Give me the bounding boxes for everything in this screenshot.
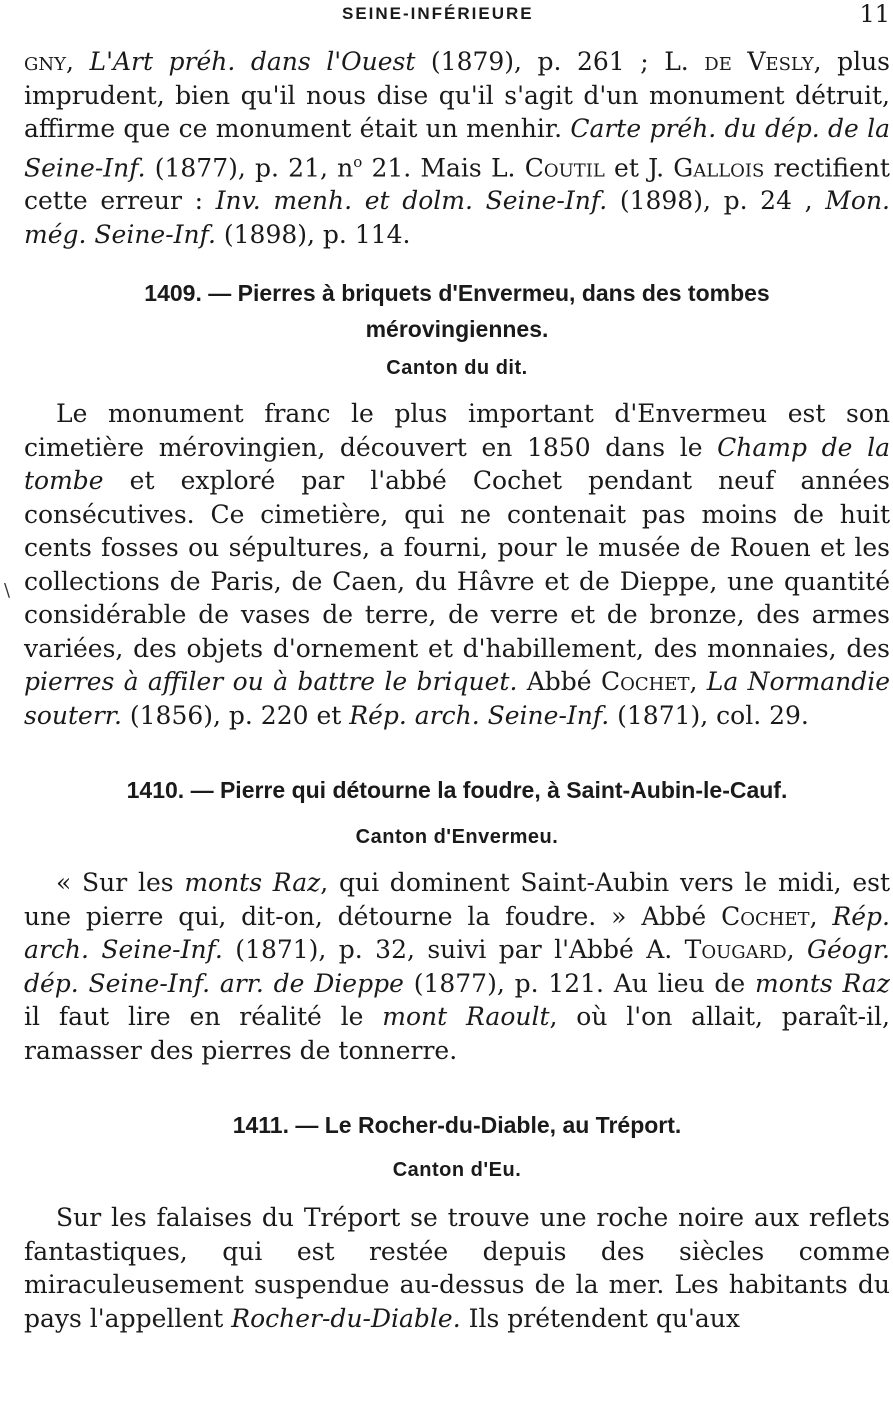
carryover-paragraph: gny, L'Art préh. dans l'Ouest (1879), p. 261 ; L. de Vesly, plus imprudent, bien qu'il nous dise qu'il s'agit d'un monument détruit, affirme que ce monument était un menhir. Carte préh. du dép. de la Seine-Inf. (1877), p. 21, $n^o$ 21. Mais L. Coutil et J. Gallois rectifient cette erreur : Inv. menh. et dolm. Seine-Inf. (1898), p. 24 , Mon. még. Seine-Inf. (1898), p. 114.: [24, 47, 890, 249]
page-number: 11: [859, 0, 890, 28]
margin-mark: \: [4, 580, 11, 601]
page: [24, 0, 890, 1335]
running-head-title: SEINE-INFÉRIEURE: [342, 4, 534, 23]
canton-1411: Canton d'Eu.: [392, 1159, 522, 1182]
entry-body-1410: « Sur les monts Raz, qui dominent Saint-Aubin vers le midi, est une pierre qui, dit-on, détourne la foudre. » Abbé Cochet, Rép. arch. Seine-Inf. (1871), p. 32, suivi par l'Abbé A. Tougard, Géogr. dép. Seine-Inf. arr. de Dieppe (1877), p. 121. Au lieu de monts Raz il faut lire en réalité le mont Raoult, où l'on allait, paraît-il, ramasser des pierres de tonnerre.: [24, 868, 890, 1065]
entry-body-1411: Sur les falaises du Tréport se trouve une roche noire aux reflets fantastiques, qui est restée depuis des siècles comme miraculeusement suspendue au-dessus de la mer. Les habitants du pays l'appellent Rocher-du-Diable. Ils prétendent qu'aux: [24, 1203, 890, 1333]
entry-heading-1411: 1411. — Le Rocher-du-Diable, au Tréport.: [232, 1112, 682, 1139]
entry-heading-1410: 1410. — Pierre qui détourne la foudre, à Saint-Aubin-le-Cauf.: [126, 777, 788, 804]
running-head: [24, 0, 890, 30]
canton-1409: Canton du dit.: [386, 357, 528, 380]
canton-1410: Canton d'Envermeu.: [355, 826, 559, 849]
entry-body-1409: Le monument franc le plus important d'Envermeu est son cimetière mérovingien, découvert en 1850 dans le Champ de la tombe et exploré par l'abbé Cochet pendant neuf années consécutives. Ce cimetière, qui ne contenait pas moins de huit cents fosses ou sépultures, a fourni, pour le musée de Rouen et les collections de Paris, de Caen, du Hâvre et de Dieppe, une quantité considérable de vases de terre, de verre et de bronze, des armes variées, des objets d'ornement et d'habillement, des monnaies, des pierres à affiler ou à battre le briquet. Abbé Cochet, La Normandie souterr. (1856), p. 220 et Rép. arch. Seine-Inf. (1871), col. 29.: [24, 399, 891, 730]
entry-heading-1409: 1409. — Pierres à briquets d'Envermeu, dans des tombes mérovingiennes.: [144, 280, 770, 343]
